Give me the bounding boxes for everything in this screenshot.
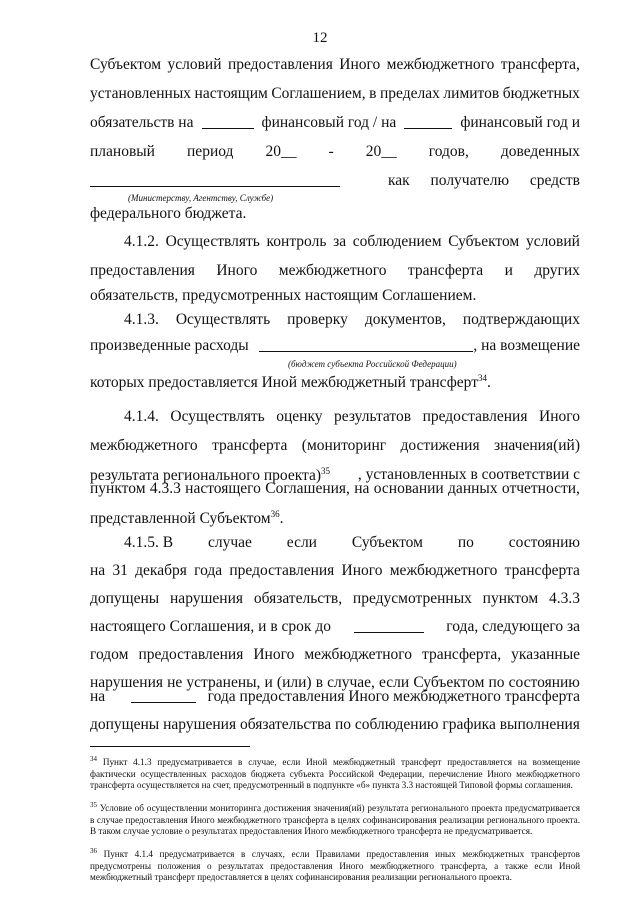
word: трансферта, — [500, 56, 580, 73]
word: допущены — [90, 716, 160, 733]
word: (или) — [276, 674, 312, 691]
text-fragment: представленной Субъектом$^{36}$. — [90, 509, 284, 528]
text-line — [90, 85, 580, 103]
word: настоящего — [185, 480, 261, 497]
word: 4.3.3 — [548, 590, 580, 607]
text-fragment: года предоставления Иного межбюджетного трансферта — [207, 688, 580, 705]
word: значения(ий) — [494, 437, 580, 454]
word: документов, — [364, 311, 446, 328]
footnote-separator — [90, 746, 250, 747]
word: пунктом — [482, 590, 539, 607]
word: других — [534, 262, 580, 279]
footnote-ref: 36 — [270, 509, 280, 519]
word: указанные — [511, 646, 580, 663]
word: пунктом — [90, 480, 146, 497]
text-line — [90, 509, 580, 528]
word: в — [369, 85, 377, 102]
word: достижения — [400, 437, 480, 454]
text-fragment: настоящего Соглашения, и в срок до — [90, 618, 331, 635]
footnote-34: $^{34}$ Пункт 4.1.3 предусматривается в случае, если Иной межбюджетный трансферт предоставляется на возмещение фактически осуществленных расходов бюджета субъекта Российской Федерации, перечисление Иного межбюджетного трансферта осуществляется на счет, предусмотренный в подпункте «б» пункта 3.3 настоящей Типовой формы соглашения. — [90, 755, 580, 791]
word: если — [286, 534, 317, 551]
word: Осуществлять — [175, 311, 271, 328]
word: Субъектом — [90, 56, 162, 73]
text-fragment: федерального бюджета. — [90, 205, 247, 222]
word: период — [187, 143, 234, 160]
field-caption: (бюджет субъекта Российской Федерации) — [288, 359, 457, 369]
word: за — [333, 233, 347, 250]
text-fragment: произведенные расходы — [90, 337, 249, 354]
word: условий — [167, 56, 222, 73]
blank-field — [90, 172, 340, 187]
word: Осуществлять — [170, 408, 265, 425]
word: бюджетных — [502, 85, 580, 102]
word: на — [90, 562, 106, 579]
word: средств — [529, 172, 580, 189]
word: пределах — [380, 85, 440, 102]
word: оценку — [276, 408, 323, 425]
text-line — [90, 688, 580, 706]
word: по — [488, 674, 505, 691]
word: Иного — [339, 56, 381, 73]
text-line — [124, 408, 580, 426]
text-line — [90, 143, 580, 161]
text-line — [90, 716, 580, 734]
text-fragment — [388, 172, 580, 190]
word: 4.3.3 — [149, 480, 181, 497]
word: Соглашением, — [271, 85, 366, 102]
word: состоянию — [508, 534, 580, 551]
word: и — [264, 674, 273, 691]
word: контроль — [266, 233, 327, 250]
text-line — [124, 311, 580, 329]
word: предоставления — [229, 562, 335, 579]
word: 4.1.2. — [124, 233, 159, 250]
text-fragment: финансовый год и — [460, 114, 580, 131]
text-fragment: результата регионального проекта)$^{35}$ — [90, 466, 331, 485]
footnote-36: $^{36}$ Пункт 4.1.4 предусматривается в случаях, если Правилами предоставления иных межбюджетных трансфертов предусмотрены положения о результатах предоставления Иного межбюджетного трансферта, а также если Иной межбюджетный трансферт предоставляется в целях софинансирования реализации регионального проекта. — [90, 847, 580, 883]
text-fragment: обязательств на — [90, 114, 194, 131]
footnote-ref: 35 — [321, 466, 331, 476]
text-fragment: которых предоставляется Иной межбюджетный трансферт$^{34}$. — [90, 373, 491, 392]
word: плановый — [90, 143, 155, 160]
text-fragment: года, следующего за — [446, 618, 580, 635]
blank-field — [131, 688, 195, 703]
word: данных — [448, 480, 498, 497]
word: предоставления — [138, 646, 244, 663]
word: Субъектом — [448, 233, 520, 250]
word: 20__ — [365, 143, 397, 160]
word: и — [504, 262, 513, 279]
word: по — [457, 534, 474, 551]
text-line — [90, 287, 580, 305]
text-line — [90, 56, 580, 74]
word: нарушения — [170, 590, 244, 607]
word: подтверждающих — [462, 311, 580, 328]
word: межбюджетного — [304, 646, 413, 663]
text-line — [90, 646, 580, 664]
word: Осуществлять — [165, 233, 260, 250]
word: межбюджетного — [90, 437, 198, 454]
word: обязательств, — [253, 590, 343, 607]
text-line — [90, 590, 580, 608]
word: предусмотренных — [352, 590, 472, 607]
word: трансферта — [212, 437, 288, 454]
word: состоянию — [508, 674, 580, 691]
text-line — [90, 562, 580, 580]
word: предоставления — [90, 262, 195, 279]
word: по — [334, 716, 351, 733]
text-fragment: обязательств, предусмотренных настоящим Соглашением. — [90, 287, 477, 304]
word: если — [379, 674, 410, 691]
word: выполнения — [499, 716, 580, 733]
text-line — [124, 534, 580, 552]
word: 20__ — [265, 143, 297, 160]
text-line — [90, 172, 580, 190]
word: Субъектом — [413, 674, 485, 691]
word: межбюджетного — [389, 562, 498, 579]
word: Иного — [216, 262, 258, 279]
word: основании — [373, 480, 444, 497]
word: Субъектом — [351, 534, 423, 551]
text-line — [90, 373, 580, 392]
text-line — [90, 262, 580, 280]
word: Иного — [253, 646, 295, 663]
word: допущены — [90, 590, 160, 607]
text-fragment: , на возмещение — [473, 337, 580, 354]
word: декабря — [135, 562, 187, 579]
word: устранены, — [186, 674, 261, 691]
word: обязательства — [239, 716, 332, 733]
word: годом — [90, 646, 129, 663]
word: соблюдению — [354, 716, 439, 733]
word: случае, — [327, 674, 375, 691]
word: соблюдением — [352, 233, 442, 250]
word: - — [328, 143, 334, 160]
word: Иного — [539, 408, 580, 425]
blank-field — [404, 114, 452, 129]
word: доведенных — [500, 143, 580, 160]
word: нарушения — [163, 716, 237, 733]
word: 4.1.5. В — [124, 534, 174, 551]
word: трансферта — [504, 562, 580, 579]
word: Соглашения, — [265, 480, 350, 497]
word: лимитов — [443, 85, 500, 102]
word: Иного — [341, 562, 383, 579]
text-line — [90, 437, 580, 455]
word: проверку — [287, 311, 348, 328]
word: случае — [207, 534, 252, 551]
word: трансферта — [407, 262, 484, 279]
word: предоставления — [227, 56, 333, 73]
word: 31 — [112, 562, 128, 579]
text-line — [90, 337, 580, 355]
word: межбюджетного — [278, 262, 387, 279]
word: 4.1.3. — [124, 311, 159, 328]
word: предоставления — [422, 408, 528, 425]
text-fragment: , установленных в соответствии с — [357, 466, 580, 483]
text-line — [90, 205, 580, 223]
word: как — [388, 172, 410, 189]
text-fragment: финансовый год / на — [261, 114, 397, 131]
word: 4.1.4. — [124, 408, 159, 425]
footnote-35: $^{35}$ Условие об осуществлении мониторинга достижения значения(ий) результата регионального проекта предусматривается в случае предоставления Иного межбюджетного трансферта в целях софинансирования реализации регионального проекта. В таком случае условие о результатах предоставления Иного межбюджетного трансферта не предусматривается. — [90, 801, 580, 837]
field-caption: (Министерству, Агентству, Службе) — [128, 193, 274, 203]
text-line — [124, 233, 580, 251]
word: установленных — [90, 85, 191, 102]
word: графика — [442, 716, 496, 733]
word: межбюджетного — [386, 56, 495, 73]
text-line — [90, 114, 580, 132]
text-line — [90, 480, 580, 498]
text-line — [90, 618, 580, 636]
word: нарушения — [90, 674, 164, 691]
word: настоящим — [194, 85, 268, 102]
page-number: 12 — [312, 30, 328, 46]
text-fragment: на — [90, 688, 106, 705]
word: не — [167, 674, 183, 691]
word: года — [194, 562, 223, 579]
blank-field — [202, 114, 254, 129]
word: в — [315, 674, 324, 691]
word: на — [354, 480, 370, 497]
blank-field — [354, 618, 424, 633]
word: условий — [525, 233, 580, 250]
word: отчетности, — [501, 480, 580, 497]
blank-field — [259, 337, 474, 352]
word: трансферта, — [422, 646, 502, 663]
word: получателю — [430, 172, 510, 189]
footnote-ref: 34 — [477, 373, 487, 383]
word: результатов — [334, 408, 412, 425]
word: (мониторинг — [301, 437, 387, 454]
word: годов, — [428, 143, 469, 160]
